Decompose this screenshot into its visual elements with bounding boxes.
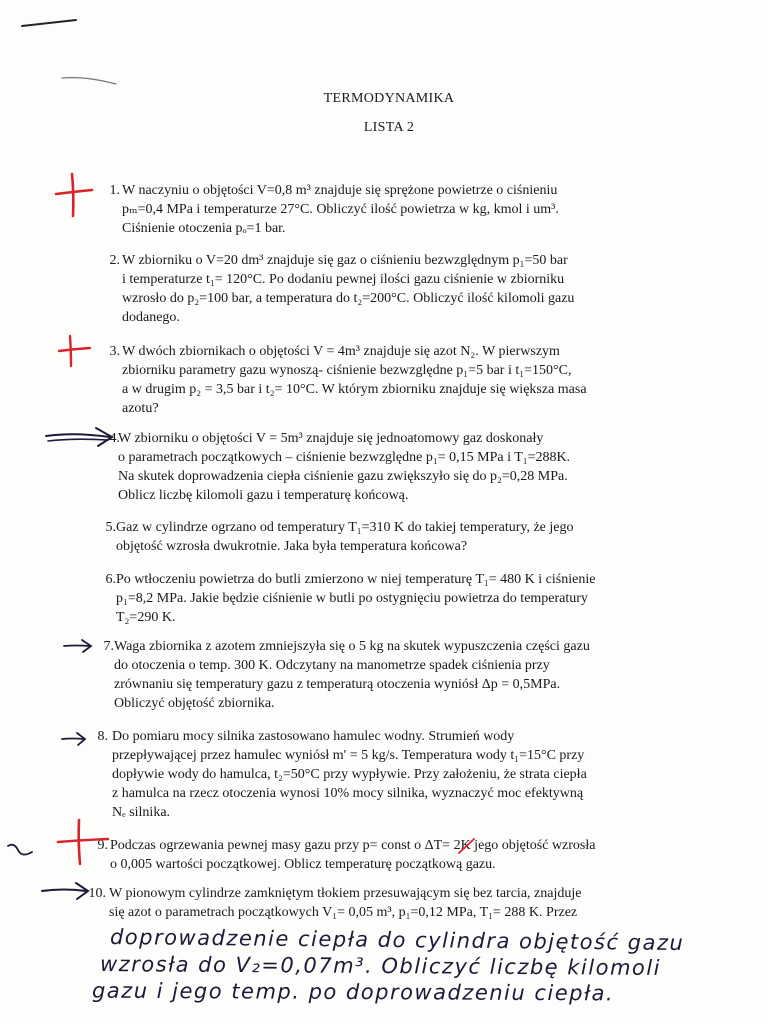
problem-text-line: Do pomiaru mocy silnika zastosowano hamulec wodny. Strumień wody [112, 729, 515, 744]
problem-text-line: W naczyniu o objętości V=0,8 m³ znajduje się sprężone powietrze o ciśnieniu [122, 183, 558, 198]
problem-text-line: objętość wzrosła dwukrotnie. Jaka była temperatura końcowa? [116, 539, 468, 554]
problem-number: 6. [105, 572, 116, 587]
problem-number: 1. [109, 183, 120, 198]
problem-number: 7. [103, 639, 114, 654]
problem-text-line: Waga zbiornika z azotem zmniejszyła się o 5 kg na skutek wypuszczenia części gazu [114, 639, 590, 654]
problem-text-line: Po wtłoczeniu powietrza do butli zmierzono w niej temperaturę T₁= 480 K i ciśnienie [116, 572, 596, 587]
problem-text-line: Gaz w cylindrze ogrzano od temperatury T₁=310 K do takiej temperatury, że jego [116, 520, 574, 535]
problem-number: 10. [88, 886, 106, 901]
problem-text-line: z hamulca na rzecz otoczenia wynosi 10% mocy silnika, wyznaczyć moc efektywną [112, 786, 584, 801]
problem-text-line: o 0,005 wartości początkowej. Oblicz temperaturę początkową gazu. [110, 857, 496, 872]
problem-text-line: azotu? [122, 401, 159, 416]
problem-text-line: wzrosło do p₂=100 bar, a temperatura do t₂=200°C. Obliczyć ilość kilomoli gazu [122, 291, 575, 306]
problem-number: 5. [105, 520, 116, 535]
problem-text-line: Nₑ silnika. [112, 805, 171, 820]
problem-text-line: W zbiorniku o V=20 dm³ znajduje się gaz o ciśnieniu bezwzględnym p₁=50 bar [122, 253, 568, 268]
problem-text-line: zbiorniku parametry gazu wynoszą- ciśnienie bezwzględne p₁=5 bar i t₁=150°C, [122, 363, 572, 378]
problem-text-line: pₘ=0,4 MPa i temperaturze 27°C. Obliczyć ilość powietrza w kg, kmol i um³. [122, 202, 559, 217]
problem-number: 3. [109, 344, 120, 359]
problem-text-line: do otoczenia o temp. 300 K. Odczytany na manometrze spadek ciśnienia przy [114, 658, 550, 673]
problem-text-line: się azot o parametrach początkowych V₁= 0,05 m³, p₁=0,12 MPa, T₁= 288 K. Przez [109, 905, 578, 920]
document-title: TERMODYNAMIKA [323, 91, 455, 106]
red-cross-mark-icon [56, 334, 92, 368]
problem-text-line: zrównaniu się temperatury gazu z temperaturą otoczenia wyniósł Δp = 0,5MPa. [114, 677, 561, 692]
problem-text-line: Ciśnienie otoczenia pₒ=1 bar. [122, 221, 286, 236]
problem-text-line: Podczas ogrzewania pewnej masy gazu przy p= const o ΔT= 2K jego objętość wzrosła [110, 838, 596, 853]
handwritten-line: gazu i jego temp. po doprowadzeniu ciepła. [91, 978, 615, 1006]
problem-text-line: W zbiorniku o objętości V = 5m³ znajduje się jednoatomowy gaz doskonały [118, 431, 544, 446]
problem-text-line: Oblicz liczbę kilomoli gazu i temperaturę końcową. [118, 488, 409, 503]
scan-artifact-line [60, 72, 120, 88]
red-cross-mark-icon [52, 172, 94, 218]
problem-text-line: o parametrach początkowych – ciśnienie bezwzględne p₁= 0,15 MPa i T₁=288K. [118, 450, 571, 465]
problem-number: 4. [109, 431, 120, 446]
problem-text-line: i temperaturze t₁= 120°C. Po dodaniu pewnej ilości gazu ciśnienie w zbiorniku [122, 272, 565, 287]
handwritten-line: wzrosła do V₂=0,07m³. Obliczyć liczbę kilomoli [99, 952, 662, 980]
document-subtitle: LISTA 2 [363, 120, 415, 135]
problem-text-line: T₂=290 K. [116, 610, 176, 625]
problem-text-line: dopływie wody do hamulca, t₂=50°C przy wypływie. Przy założeniu, że strata ciepła [112, 767, 587, 782]
problem-number: 8. [97, 729, 108, 744]
problem-number: 2. [109, 253, 120, 268]
problem-text-line: W pionowym cylindrze zamkniętym tłokiem przesuwającym się bez tarcia, znajduje [109, 886, 582, 901]
margin-squiggle-icon [6, 840, 36, 862]
handwritten-line: doprowadzenie ciepła do cylindra objętość gazu [109, 924, 685, 956]
problem-text-line: dodanego. [122, 310, 180, 325]
problem-text-line: a w drugim p₂ = 3,5 bar i t₂= 10°C. W którym zbiorniku znajduje się większa masa [122, 382, 587, 397]
problem-number: 9. [97, 838, 108, 853]
problem-text-line: W dwóch zbiornikach o objętości V = 4m³ znajduje się azot N₂. W pierwszym [122, 344, 560, 359]
problem-text-line: przepływającej przez hamulec wyniósł m' = 5 kg/s. Temperatura wody t₁=15°C przy [112, 748, 585, 763]
problem-text-line: p₁=8,2 MPa. Jakie będzie ciśnienie w butli po ostygnięciu powietrza do temperatury [116, 591, 588, 606]
problem-text-line: Obliczyć objętość zbiornika. [114, 696, 275, 711]
problem-text-line: Na skutek doprowadzenia ciepła ciśnienie gazu zwiększyło się do p₂=0,28 MPa. [118, 469, 568, 484]
scan-artifact-line [20, 14, 80, 30]
